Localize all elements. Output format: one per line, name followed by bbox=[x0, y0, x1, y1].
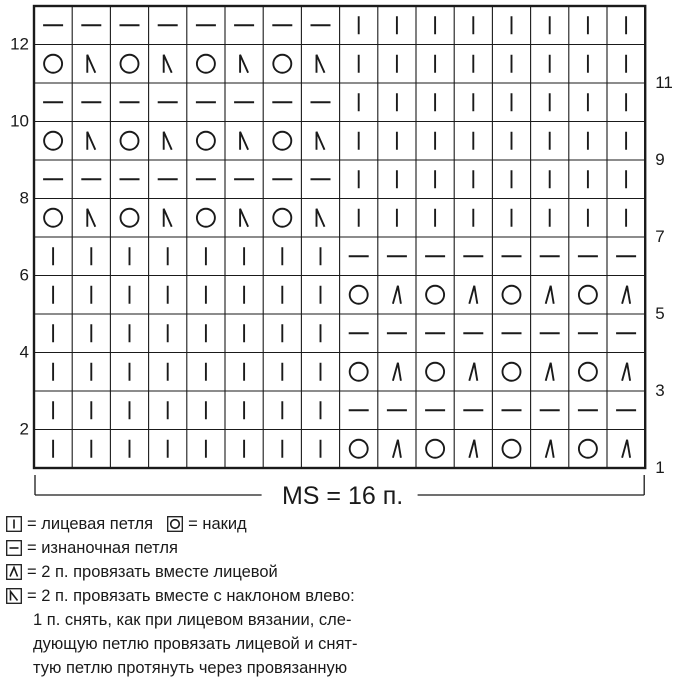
repeat-label: MS = 16 п. bbox=[281, 482, 404, 505]
legend-ssk-text: = 2 п. провязать вместе с наклоном влево: bbox=[27, 587, 355, 605]
k2tog-symbol bbox=[469, 440, 477, 458]
yarn-over-symbol bbox=[579, 440, 597, 458]
yarn-over-symbol bbox=[350, 286, 368, 304]
k2tog-symbol bbox=[546, 286, 554, 304]
k2tog-symbol bbox=[469, 286, 477, 304]
yarn-over-symbol bbox=[121, 209, 139, 227]
yarn-over-symbol bbox=[350, 440, 368, 458]
ssk-symbol bbox=[87, 132, 95, 150]
yarn-over-symbol bbox=[197, 55, 215, 73]
row-number-1: 1 bbox=[655, 458, 665, 477]
yarn-over-symbol bbox=[44, 132, 62, 150]
k2tog-symbol bbox=[469, 363, 477, 381]
legend-k2tog-text: = 2 п. провязать вместе лицевой bbox=[27, 563, 278, 581]
row-number-12: 12 bbox=[10, 34, 29, 54]
legend-purl-text: = изнаночная петля bbox=[27, 539, 178, 557]
legend-ssk-desc-1: 1 п. снять, как при лицевом вязании, сле- bbox=[33, 611, 352, 629]
yarn-over-symbol bbox=[350, 363, 368, 381]
ssk-symbol bbox=[240, 209, 248, 227]
ssk-symbol bbox=[87, 55, 95, 73]
ssk-symbol bbox=[317, 55, 325, 73]
yarn-over-symbol bbox=[579, 363, 597, 381]
k2tog-symbol bbox=[622, 363, 630, 381]
row-number-10: 10 bbox=[10, 111, 29, 131]
yarn-over-symbol bbox=[44, 55, 62, 73]
row-number-11: 11 bbox=[655, 73, 673, 92]
yarn-over-icon bbox=[167, 516, 183, 532]
row-number-2: 2 bbox=[19, 419, 29, 439]
yarn-over-symbol bbox=[273, 55, 291, 73]
row-number-5: 5 bbox=[655, 304, 665, 323]
ssk-symbol bbox=[317, 132, 325, 150]
row-number-9: 9 bbox=[655, 150, 665, 169]
legend-ssk-desc-2: дующую петлю провязать лицевой и снят- bbox=[33, 635, 358, 653]
yarn-over-symbol bbox=[426, 286, 444, 304]
legend-row-purl bbox=[6, 536, 676, 560]
legend-ssk-desc-3: тую петлю протянуть через провязанную bbox=[33, 659, 348, 677]
k2tog-symbol bbox=[393, 440, 401, 458]
legend bbox=[6, 512, 676, 680]
k2tog-icon bbox=[6, 564, 22, 580]
ssk-symbol bbox=[164, 55, 172, 73]
ssk-symbol bbox=[317, 209, 325, 227]
k2tog-symbol bbox=[622, 286, 630, 304]
ssk-symbol bbox=[240, 55, 248, 73]
ssk-icon bbox=[6, 588, 22, 604]
yarn-over-symbol bbox=[579, 286, 597, 304]
purl-stitch-icon bbox=[6, 540, 22, 556]
ssk-symbol bbox=[164, 209, 172, 227]
ssk-symbol bbox=[240, 132, 248, 150]
ssk-symbol bbox=[87, 209, 95, 227]
knit-stitch-icon bbox=[6, 516, 22, 532]
k2tog-symbol bbox=[393, 363, 401, 381]
row-number-7: 7 bbox=[655, 227, 665, 246]
row-number-8: 8 bbox=[19, 188, 29, 208]
row-number-4: 4 bbox=[19, 342, 29, 362]
legend-row-k2tog bbox=[6, 560, 676, 584]
legend-knit-text: = лицевая петля bbox=[27, 515, 154, 533]
ssk-symbol bbox=[164, 132, 172, 150]
yarn-over-symbol bbox=[426, 440, 444, 458]
yarn-over-symbol bbox=[503, 440, 521, 458]
row-number-3: 3 bbox=[655, 381, 665, 400]
k2tog-symbol bbox=[622, 440, 630, 458]
yarn-over-symbol bbox=[197, 132, 215, 150]
yarn-over-symbol bbox=[273, 132, 291, 150]
k2tog-symbol bbox=[546, 440, 554, 458]
legend-row-ssk bbox=[6, 584, 676, 608]
yarn-over-symbol bbox=[426, 363, 444, 381]
yarn-over-symbol bbox=[503, 363, 521, 381]
legend-yarn-over-text: = накид bbox=[188, 515, 247, 533]
yarn-over-symbol bbox=[197, 209, 215, 227]
yarn-over-symbol bbox=[121, 55, 139, 73]
legend-row-knit-yo bbox=[6, 512, 676, 536]
k2tog-symbol bbox=[393, 286, 401, 304]
yarn-over-symbol bbox=[121, 132, 139, 150]
row-number-6: 6 bbox=[19, 265, 29, 285]
yarn-over-symbol bbox=[503, 286, 521, 304]
yarn-over-symbol bbox=[273, 209, 291, 227]
k2tog-symbol bbox=[546, 363, 554, 381]
yarn-over-symbol bbox=[44, 209, 62, 227]
